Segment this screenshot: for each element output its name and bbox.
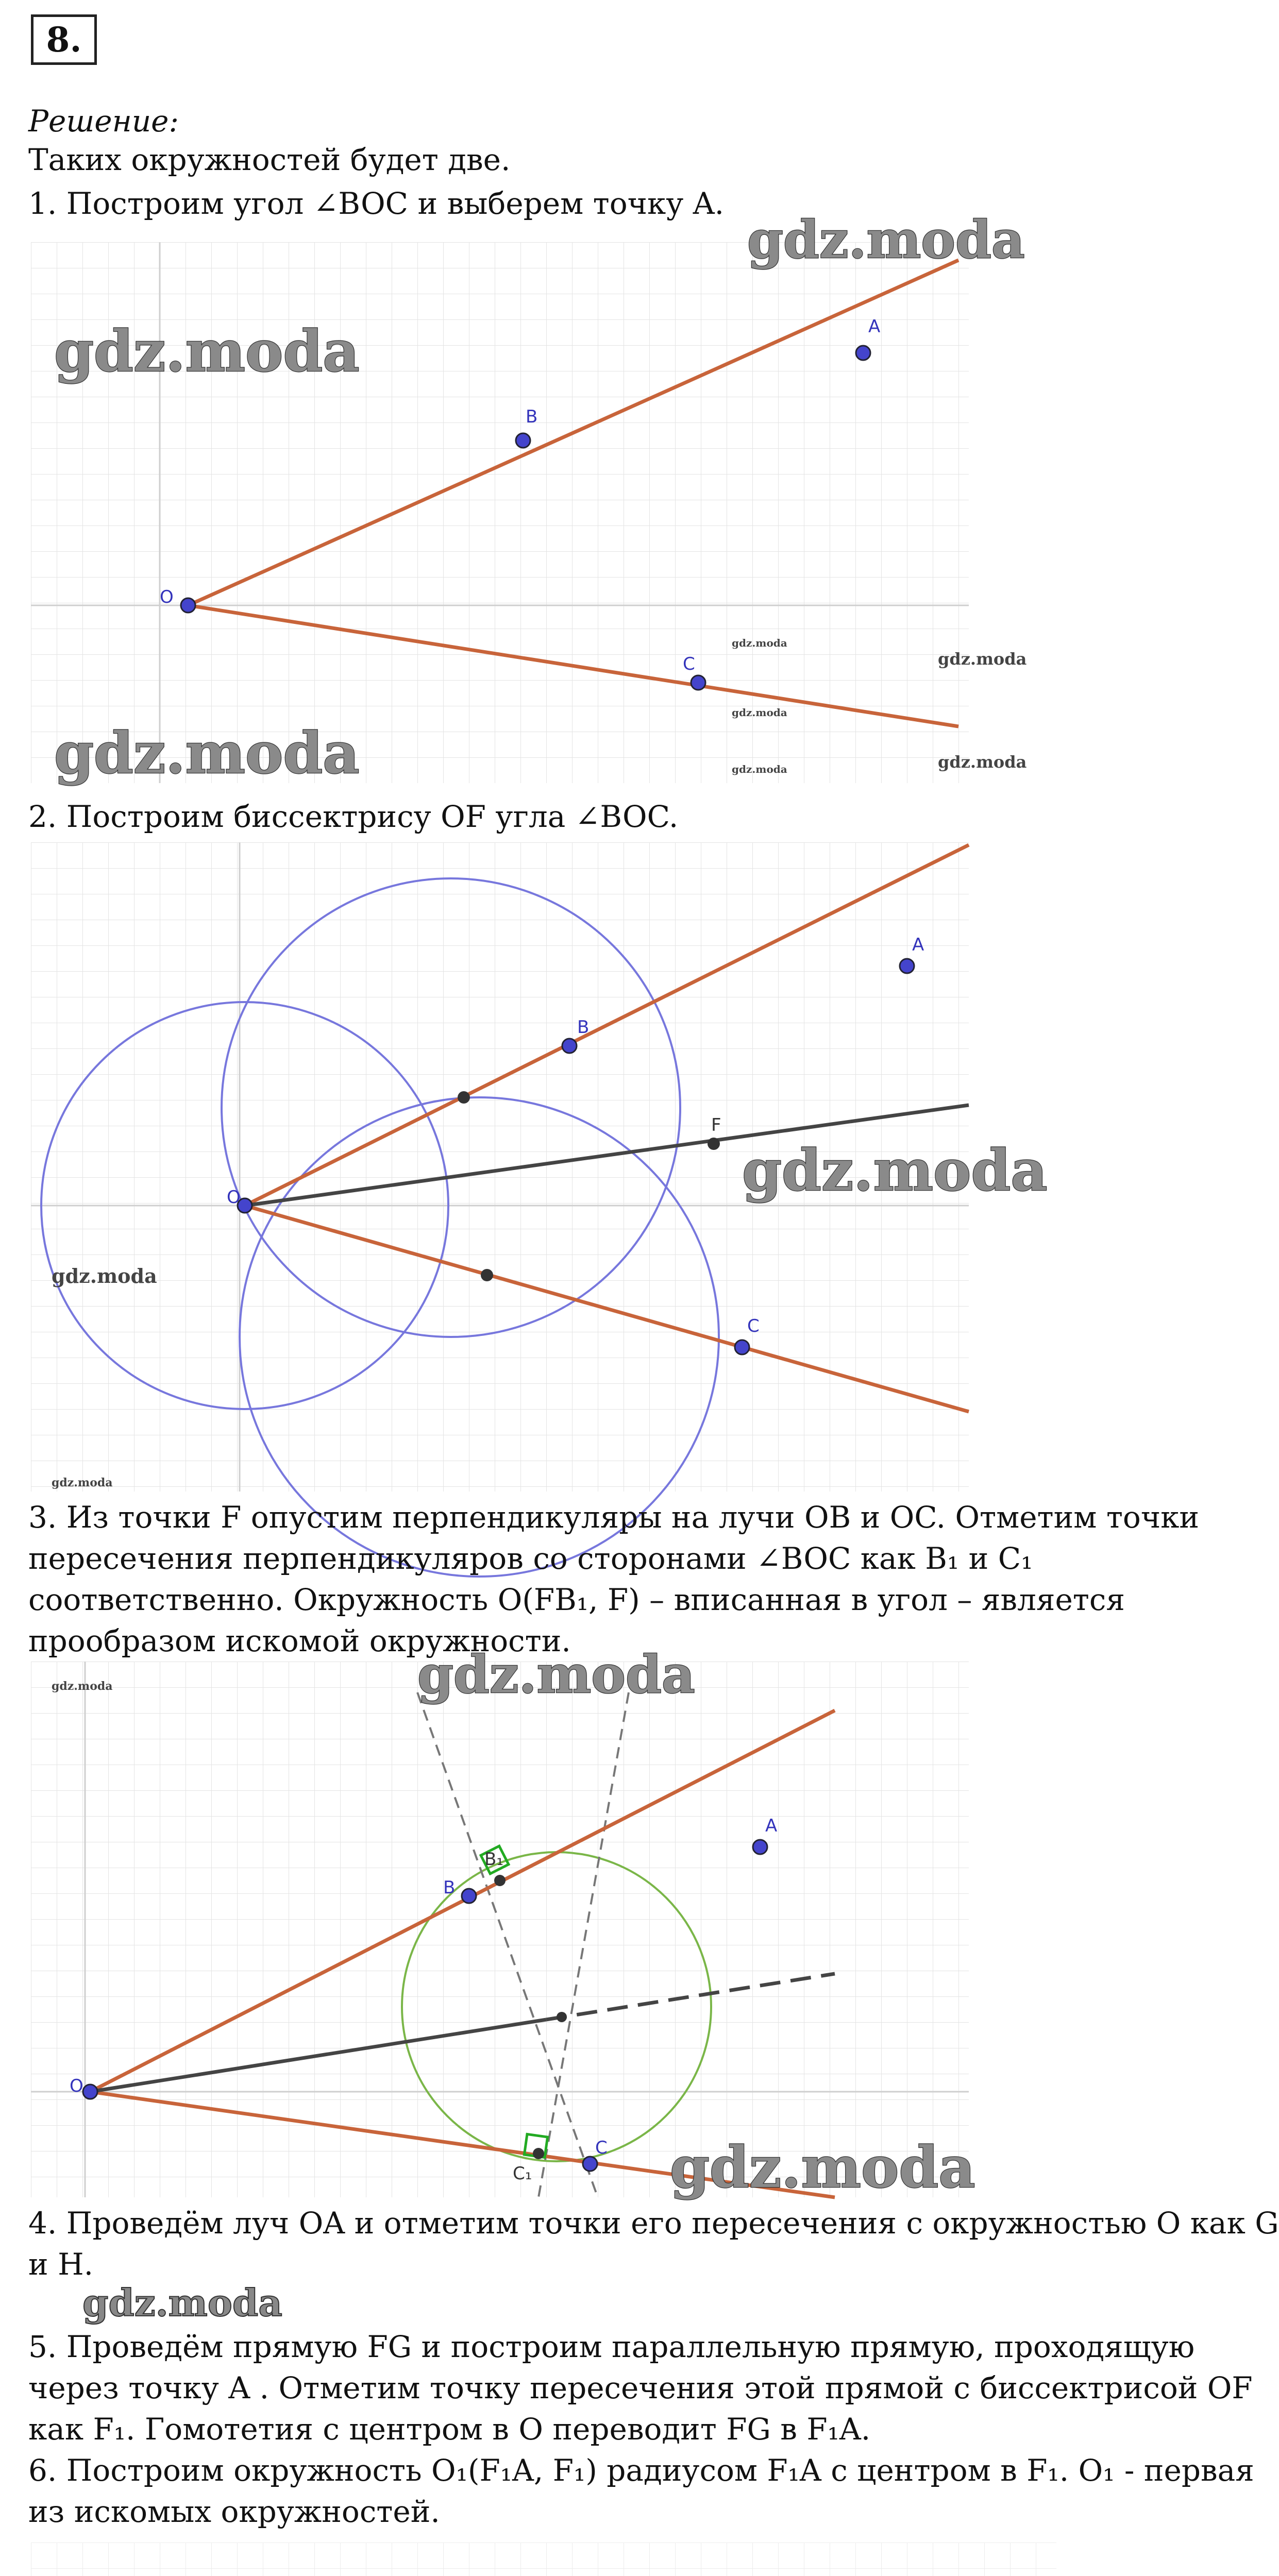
watermark: gdz.moda [732, 763, 787, 775]
watermark: gdz.moda [938, 752, 1027, 772]
point-C [735, 1340, 749, 1354]
label-C: C [683, 654, 695, 674]
text-line-7: 4. Проведём луч OA и отметим точки его пересечения с окружностью O как G [28, 2206, 1279, 2241]
point-C [583, 2157, 597, 2171]
figure-4-first-circle [31, 2543, 1056, 2576]
point-F [708, 1138, 720, 1150]
intersection-point [481, 1269, 493, 1281]
point-B [462, 1889, 476, 1903]
label-C: C [747, 1316, 760, 1336]
watermark: gdz.moda [54, 720, 360, 786]
watermark: gdz.moda [938, 649, 1027, 669]
text-line-9: 5. Проведём прямую FG и построим параллельную прямую, проходящую [28, 2329, 1195, 2364]
label-O: O [227, 1187, 241, 1208]
label-B: B [577, 1017, 590, 1038]
label-B: B [443, 1877, 456, 1898]
solution-label: Решение: [28, 104, 179, 139]
task-number: 8. [31, 14, 97, 65]
label-C: C [595, 2138, 608, 2158]
point-A [753, 1840, 767, 1854]
watermark: gdz.moda [417, 1644, 695, 1705]
text-line-2: 2. Построим биссектрису OF угла ∠BOC. [28, 799, 679, 834]
text-line-6: прообразом искомой окружности. [28, 1623, 571, 1658]
text-watermark: gdz.moda [82, 2281, 282, 2325]
watermark: gdz.moda [747, 209, 1025, 270]
label-B1: B₁ [484, 1849, 503, 1870]
point-C1 [533, 2148, 544, 2159]
text-line-8: и H. [28, 2247, 94, 2282]
label-O: O [160, 587, 174, 607]
text-line-1: 1. Построим угол ∠BOC и выберем точку A. [28, 186, 725, 221]
point-B [562, 1039, 577, 1053]
point-O [83, 2084, 97, 2099]
text-line-5: соответственно. Окружность O(FB₁, F) – вписанная в угол – является [28, 1582, 1125, 1617]
text-line-11: как F₁. Гомотетия с центром в O переводит FG в F₁A. [28, 2412, 871, 2447]
text-line-0: Таких окружностей будет две. [28, 142, 511, 177]
point-F [557, 2012, 567, 2022]
text-line-13: из искомых окружностей. [28, 2494, 440, 2529]
point-B1 [494, 1875, 506, 1886]
label-C1: C₁ [513, 2163, 532, 2184]
watermark: gdz.moda [732, 637, 787, 649]
point-O [181, 598, 195, 613]
label-F: F [711, 1115, 721, 1136]
point-A [900, 959, 914, 973]
watermark: gdz.moda [52, 1476, 113, 1489]
watermark: gdz.moda [54, 318, 360, 384]
point-B [516, 433, 530, 448]
figure-2-bisector [31, 842, 1048, 1492]
text-line-3: 3. Из точки F опустим перпендикуляры на лучи OB и OC. Отметим точки [28, 1500, 1200, 1535]
watermark: gdz.moda [52, 1264, 157, 1287]
point-A [856, 346, 870, 360]
watermark: gdz.moda [670, 2134, 975, 2200]
label-A: A [868, 316, 881, 337]
label-O: O [70, 2076, 83, 2096]
label-A: A [765, 1816, 778, 1836]
figure-3-inscribed-circle [31, 1644, 975, 2200]
text-line-10: через точку A . Отметим точку пересечения этой прямой с биссектрисой OF [28, 2370, 1253, 2405]
watermark: gdz.moda [732, 706, 787, 719]
intersection-point [458, 1091, 470, 1104]
label-B: B [526, 406, 538, 427]
point-C [691, 675, 705, 690]
label-A: A [912, 935, 924, 955]
text-line-4: пересечения перпендикуляров со сторонами ∠BOC как B₁ и C₁ [28, 1541, 1033, 1576]
watermark: gdz.moda [52, 1680, 113, 1693]
watermark: gdz.moda [742, 1137, 1048, 1204]
text-line-12: 6. Построим окружность O₁(F₁A, F₁) радиусом F₁A с центром в F₁. O₁ - первая [28, 2453, 1254, 2488]
figure-1-angle [31, 209, 1027, 786]
